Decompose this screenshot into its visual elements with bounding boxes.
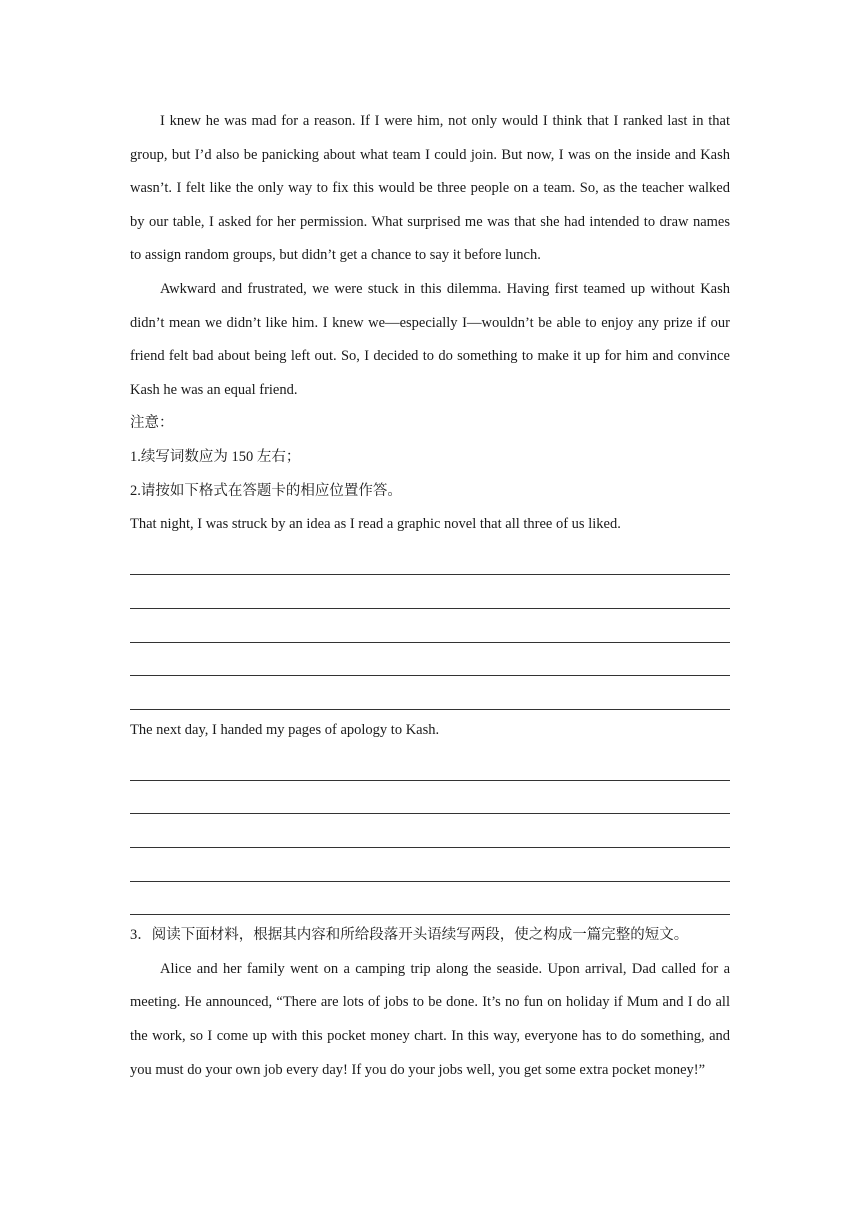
notes-item-2: 2.请按如下格式在答题卡的相应位置作答。 xyxy=(130,482,402,499)
answer-line[interactable] xyxy=(130,781,730,815)
answer-line[interactable] xyxy=(130,814,730,848)
question-3-heading: 3．阅读下面材料，根据其内容和所给段落开头语续写两段，使之构成一篇完整的短文。 xyxy=(130,927,689,944)
continuation-prompt-2: The next day, I handed my pages of apology to Kash. xyxy=(130,721,440,738)
answer-line[interactable] xyxy=(130,676,730,710)
question-3-paragraph: Alice and her family went on a camping trip along the seaside. Upon arrival, Dad called for a meeting. He announced, “There are lots of jobs to be done. It’s no fun on holiday if Mum and I do all the work, so I come up with this pocket money chart. In this way, everyone has to do something, and you must do your own job every day! If you do your jobs well, you get some extra pocket money!” xyxy=(130,960,730,1078)
answer-line[interactable] xyxy=(130,575,730,609)
answer-line[interactable] xyxy=(130,609,730,643)
answer-line[interactable] xyxy=(130,882,730,916)
passage-paragraph-2: Awkward and frustrated, we were stuck in this dilemma. Having first teamed up without Kash didn’t mean we didn’t like him. I knew we—especially I—wouldn’t be able to enjoy any prize if our friend felt bad about being left out. So, I decided to do something to make it up for him and convince Kash he was an equal friend. xyxy=(130,280,730,398)
document-page xyxy=(130,105,730,1087)
answer-line[interactable] xyxy=(130,643,730,677)
answer-line[interactable] xyxy=(130,542,730,576)
continuation-prompt-1: That night, I was struck by an idea as I read a graphic novel that all three of us liked. xyxy=(130,516,621,533)
answer-lines-1[interactable] xyxy=(130,542,730,710)
passage-paragraph-1: I knew he was mad for a reason. If I were him, not only would I think that I ranked last in that group, but I’d also be panicking about what team I could join. But now, I was on the inside and Kash wasn’t. I felt like the only way to fix this would be three people on a team. So, as the teacher walked by our table, I asked for her permission. What surprised me was that she had intended to draw names to assign random groups, but didn’t get a chance to say it before lunch. xyxy=(130,113,730,264)
notes-item-1: 1.续写词数应为 150 左右； xyxy=(130,448,301,465)
notes-heading: 注意： xyxy=(130,415,174,432)
answer-lines-2[interactable] xyxy=(130,747,730,915)
answer-line[interactable] xyxy=(130,747,730,781)
answer-line[interactable] xyxy=(130,848,730,882)
